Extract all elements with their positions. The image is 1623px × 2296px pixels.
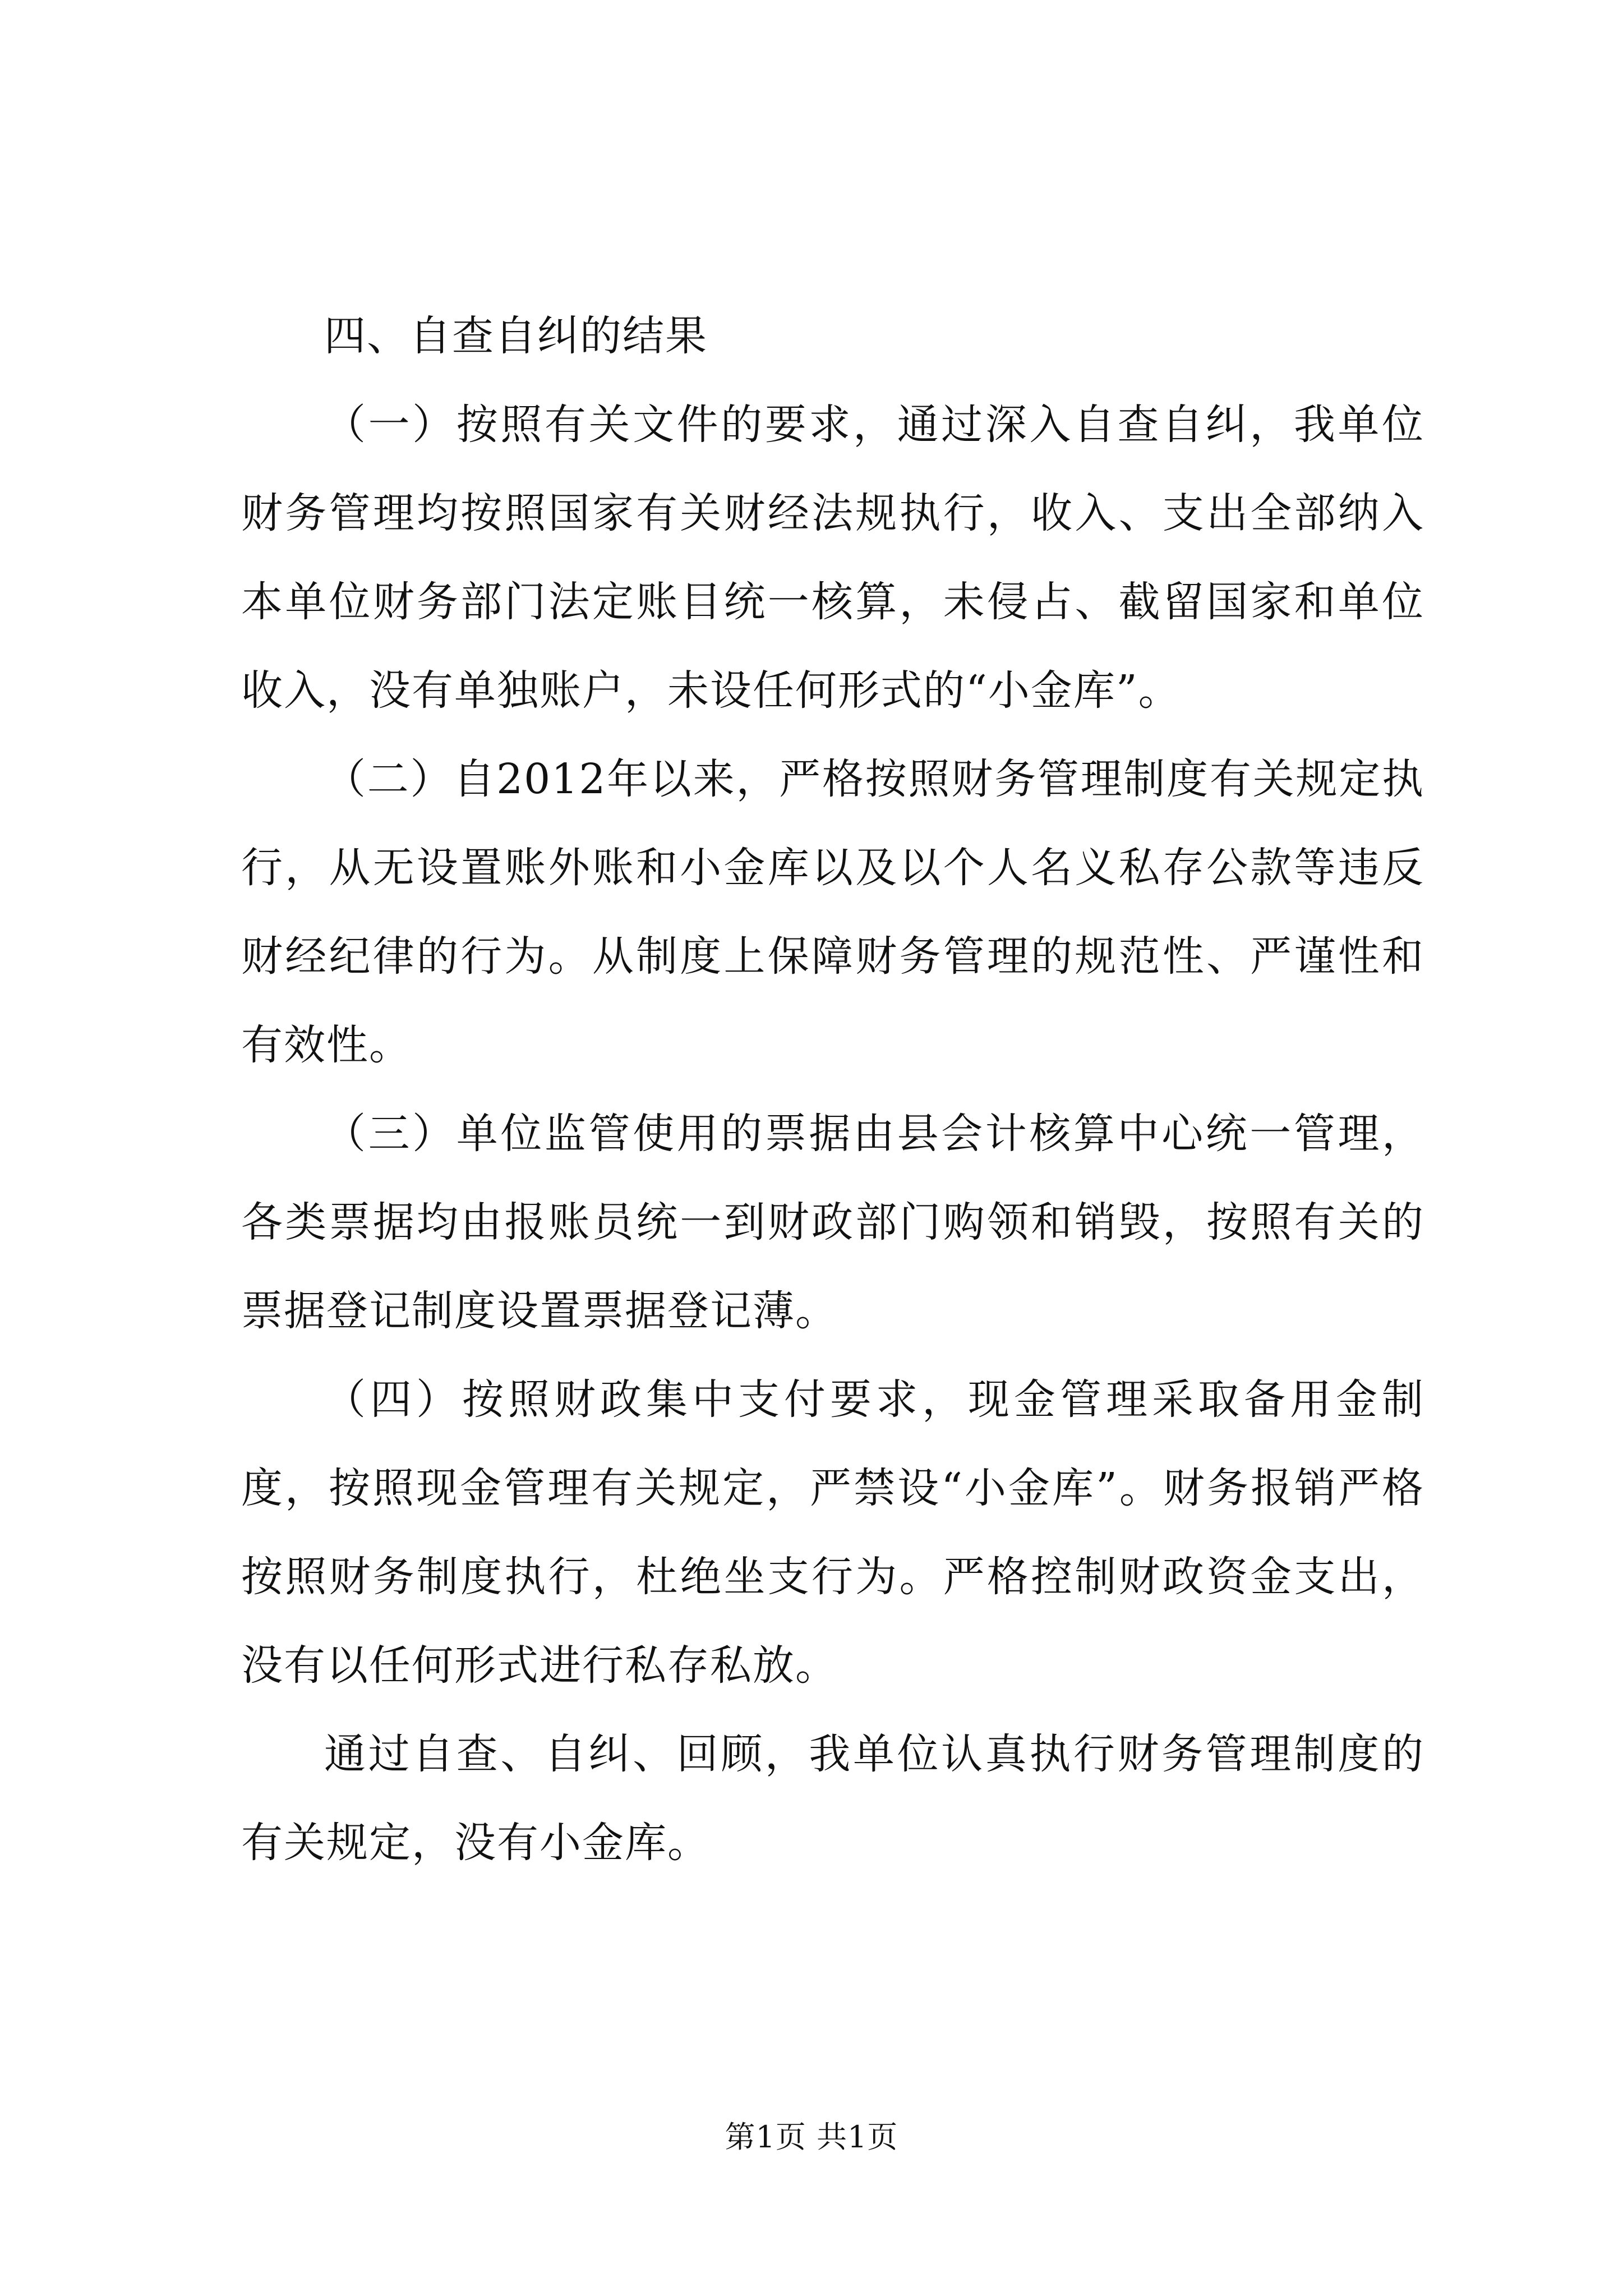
paragraph-1: （一）按照有关文件的要求，通过深入自查自纠，我单位财务管理均按照国家有关财经法规执行，收入、支出全部纳入本单位财务部门法定账目统一核算，未侵占、截留国家和单位收入，没有单独账户，未设任何形式的“小金库”。	[241, 401, 1424, 715]
paragraph-2: （二）自2012年以来，严格按照财务管理制度有关规定执行，从无设置账外账和小金库以及以个人名义私存公款等违反财经纪律的行为。从制度上保障财务管理的规范性、严谨性和有效性。	[241, 755, 1424, 1069]
conclusion-paragraph: 通过自查、自纠、回顾，我单位认真执行财务管理制度的有关规定，没有小金库。	[241, 1730, 1424, 1867]
paragraph-3: （三）单位监管使用的票据由县会计核算中心统一管理，各类票据均由报账员统一到财政部门购领和销毁，按照有关的票据登记制度设置票据登记薄。	[241, 1110, 1424, 1335]
document-body	[241, 292, 1424, 1887]
paragraph-4: （四）按照财政集中支付要求，现金管理采取备用金制度，按照现金管理有关规定，严禁设“小金库”。财务报销严格按照财务制度执行，杜绝坐支行为。严格控制财政资金支出，没有以任何形式进行私存私放。	[241, 1375, 1424, 1690]
section-heading: 四、自查自纠的结果	[324, 312, 708, 360]
page-footer: 第1页 共1页	[725, 2119, 898, 2155]
